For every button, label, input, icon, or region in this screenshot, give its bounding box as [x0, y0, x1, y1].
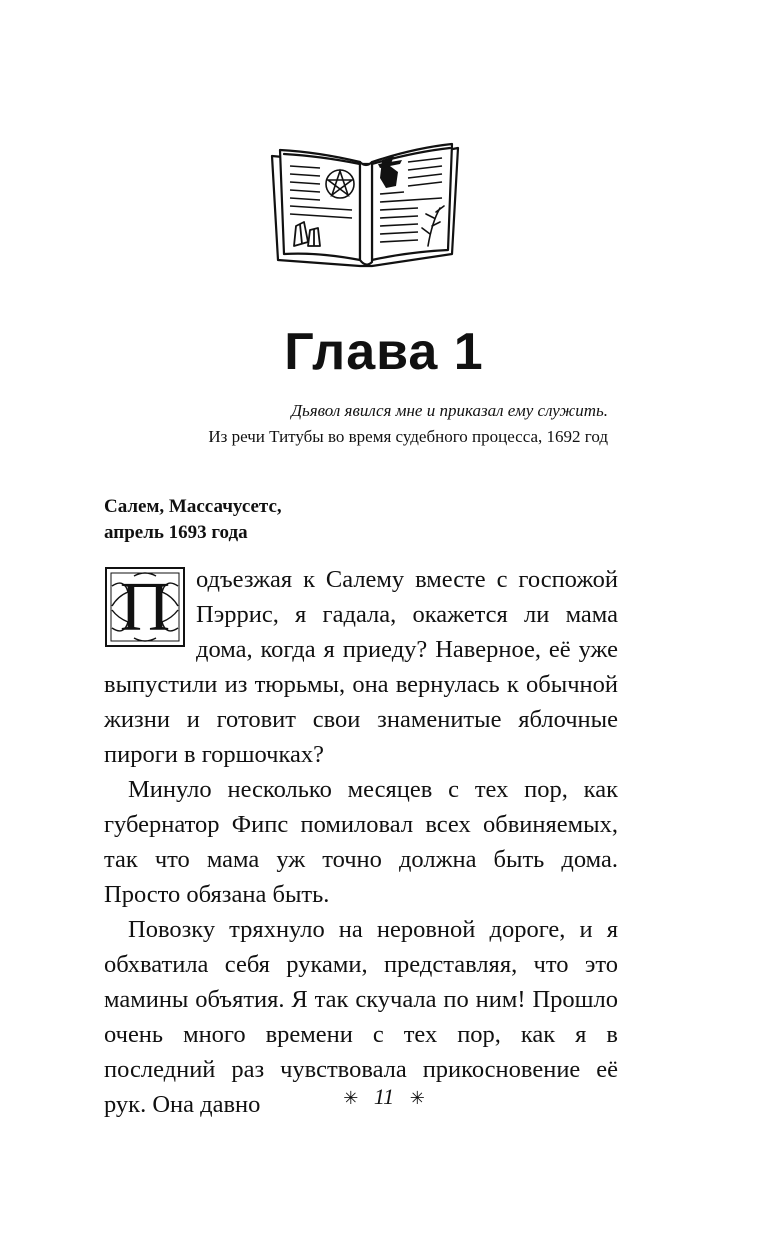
paragraph-3: Повозку тряхнуло на неровной дороге, и я обхватила себя руками, представляя, что это мамины объятия. Я так скучала по ним! Прошло очень много времени с тех пор, как я в последний раз чувствовала прикосновение её рук. Она давно: [104, 916, 618, 1118]
star-ornament-icon: ✳: [409, 1088, 425, 1108]
paragraph-2: Минуло несколько месяцев с тех пор, как губернатор Фипс помиловал всех обвиняемых, так что мама уж точно должна быть дома. Просто обязана быть.: [104, 776, 618, 908]
date-line: апрель 1693 года: [104, 522, 248, 543]
chapter-body: [104, 562, 618, 1122]
page-number: 11: [373, 1084, 395, 1109]
place-line: Салем, Массачусетс,: [104, 496, 282, 517]
paragraph-1: [104, 562, 618, 772]
place-date-heading: [104, 494, 282, 546]
dropcap-letter: П: [119, 569, 171, 646]
epigraph-quote: Дьявол явился мне и приказал ему служить.: [291, 401, 608, 420]
epigraph-source: Из речи Титубы во время судебного процесса, 1692 год: [208, 427, 608, 446]
dropcap: [104, 566, 186, 648]
star-ornament-icon: ✳: [343, 1088, 359, 1108]
page-footer: [0, 1082, 768, 1113]
paragraph-1-text: одъезжая к Салему вместе с госпожой Пэррис, я гадала, окажется ли мама дома, когда я приеду? Наверное, её уже выпустили из тюрьмы, она вернулась к обычной жизни и готовит свои знаменитые яблочные пироги в горшочках?: [104, 566, 618, 768]
epigraph: [208, 398, 608, 450]
open-spellbook-icon: [268, 142, 464, 270]
chapter-title: Глава 1: [284, 323, 484, 381]
